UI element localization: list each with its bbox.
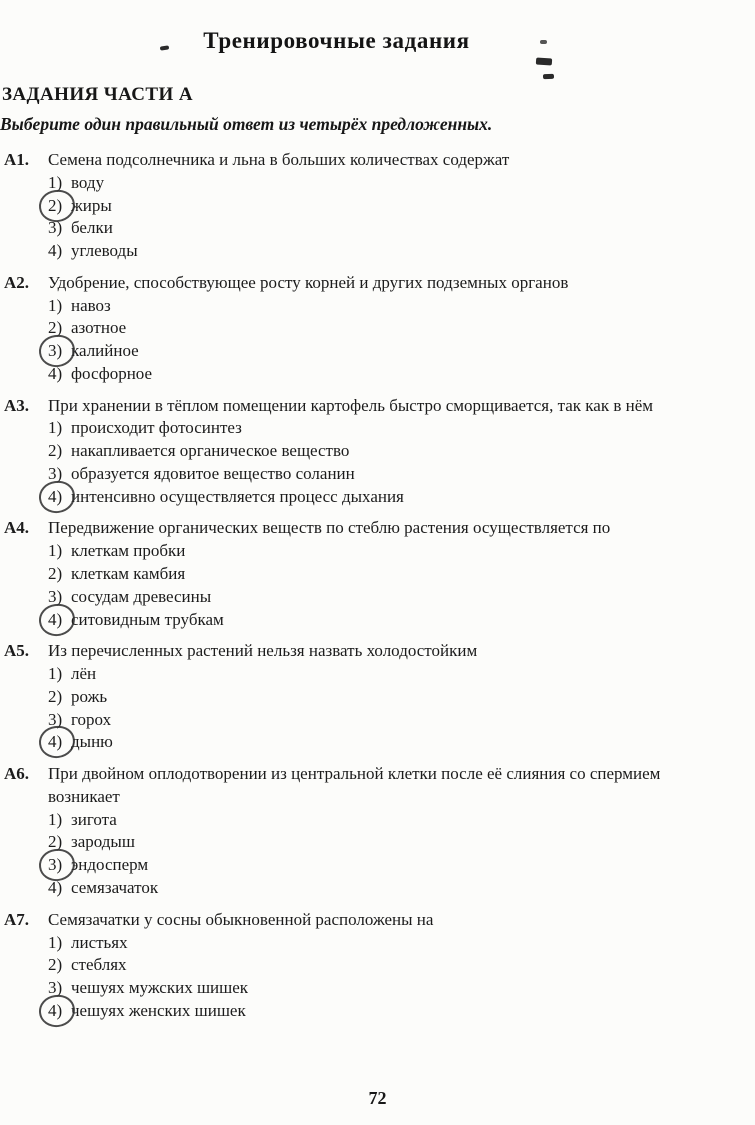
option-text: происходит фотосинтез — [71, 418, 242, 438]
answer-option — [48, 709, 721, 732]
option-number: 3) — [48, 463, 63, 483]
answer-option — [48, 317, 721, 340]
question-block — [4, 395, 727, 509]
option-text: дыню — [71, 732, 113, 752]
question-body — [48, 517, 727, 631]
options-list — [48, 540, 721, 631]
option-text: семязачаток — [71, 877, 159, 897]
option-text: клеткам пробки — [71, 541, 186, 561]
circled-answer-mark: 3) — [48, 340, 66, 363]
option-text: калийное — [71, 341, 139, 361]
question-block — [4, 149, 727, 263]
answer-option — [48, 609, 721, 632]
question-label: А1. — [4, 150, 30, 169]
page-number: 72 — [368, 1088, 387, 1108]
answer-option — [48, 877, 721, 900]
question-block — [4, 909, 727, 1023]
option-number: 1) — [48, 295, 63, 315]
question-label: А7. — [4, 909, 30, 929]
answer-option — [48, 440, 721, 463]
option-text: азотное — [71, 318, 127, 338]
question-block — [4, 763, 727, 900]
options-list — [48, 809, 721, 900]
option-number: 2) — [48, 955, 63, 975]
question-block — [4, 640, 727, 754]
questions-list — [4, 149, 727, 1023]
option-text: фосфорное — [71, 363, 153, 383]
question-body — [48, 395, 727, 509]
circled-answer-mark: 4) — [48, 609, 66, 632]
option-number: 4) — [48, 363, 63, 383]
question-text: Семязачатки у сосны обыкновенной расположены на — [48, 909, 434, 929]
options-list — [48, 417, 721, 508]
question-text: Передвижение органических веществ по стеблю растения осуществляется по — [48, 518, 611, 538]
option-number: 4) — [48, 241, 63, 261]
option-number: 1) — [48, 809, 63, 829]
option-number: 1) — [48, 932, 63, 952]
option-text: чешуях женских шишек — [71, 1000, 246, 1020]
option-number: 2) — [48, 686, 63, 706]
option-number: 2) — [48, 832, 63, 852]
question-body — [48, 272, 727, 386]
option-number: 3) — [48, 709, 63, 729]
option-number: 1) — [48, 664, 63, 684]
answer-option — [48, 1000, 721, 1023]
question-label: А3. — [4, 395, 30, 415]
option-number: 3) — [48, 218, 63, 238]
option-text: эндосперм — [71, 855, 149, 875]
question-label: А5. — [4, 641, 30, 661]
question-body — [48, 763, 727, 900]
option-number: 2) — [48, 441, 63, 461]
circled-answer-mark: 4) — [48, 1000, 66, 1023]
scan-artifact — [536, 57, 552, 65]
option-number: 1) — [48, 418, 63, 438]
section-heading: ЗАДАНИЯ ЧАСТИ А — [2, 84, 193, 105]
circled-answer-mark: 4) — [48, 731, 66, 754]
option-text: накапливается органическое вещество — [71, 441, 350, 461]
scan-artifact — [540, 40, 547, 44]
answer-option — [48, 586, 721, 609]
option-text: чешуях мужских шишек — [71, 978, 249, 998]
answer-option — [48, 295, 721, 318]
instruction-text: Выберите один правильный ответ из четырёх предложенных. — [0, 114, 493, 134]
option-text: листьях — [71, 932, 128, 952]
question-label: А6. — [4, 764, 30, 784]
question-text: Удобрение, способствующее росту корней и других подземных органов — [48, 272, 569, 292]
option-number: 1) — [48, 541, 63, 561]
answer-option — [48, 240, 721, 263]
option-number: 2) — [48, 318, 63, 338]
option-text: навоз — [71, 295, 111, 315]
answer-option — [48, 195, 721, 218]
answer-option — [48, 540, 721, 563]
scan-artifact — [543, 74, 554, 80]
answer-option — [48, 731, 721, 754]
question-body — [48, 909, 727, 1023]
option-text: жиры — [71, 195, 112, 215]
answer-option — [48, 340, 721, 363]
options-list — [48, 663, 721, 754]
option-text: клеткам камбия — [71, 564, 186, 584]
option-text: воду — [71, 172, 105, 192]
question-body — [48, 149, 727, 263]
question-text: При двойном оплодотворении из центральной клетки после её слияния со спермием возникает — [48, 764, 661, 806]
option-text: ситовидным трубкам — [71, 609, 224, 629]
question-text: Семена подсолнечника и льна в больших количествах содержат — [48, 150, 510, 169]
option-number: 1) — [48, 172, 63, 192]
answer-option — [48, 563, 721, 586]
answer-option — [48, 932, 721, 955]
answer-option — [48, 854, 721, 877]
circled-answer-mark: 2) — [48, 195, 66, 218]
option-number: 2) — [48, 564, 63, 584]
option-text: сосудам древесины — [71, 586, 212, 606]
option-text: белки — [71, 218, 113, 238]
answer-option — [48, 363, 721, 386]
answer-option — [48, 486, 721, 509]
answer-option — [48, 417, 721, 440]
answer-option — [48, 831, 721, 854]
question-label: А2. — [4, 272, 30, 292]
option-text: лён — [71, 664, 97, 684]
option-number: 3) — [48, 978, 63, 998]
option-number: 3) — [48, 586, 63, 606]
option-text: рожь — [71, 686, 108, 706]
answer-option — [48, 463, 721, 486]
options-list — [48, 172, 721, 263]
answer-option — [48, 686, 721, 709]
page-title: Тренировочные задания — [203, 28, 470, 53]
answer-option — [48, 663, 721, 686]
question-block — [4, 272, 727, 386]
answer-option — [48, 217, 721, 240]
options-list — [48, 932, 721, 1023]
question-text: При хранении в тёплом помещении картофель быстро сморщивается, так как в нём — [48, 395, 654, 415]
circled-answer-mark: 4) — [48, 486, 66, 509]
option-number: 4) — [48, 877, 63, 897]
question-text: Из перечисленных растений нельзя назвать холодостойким — [48, 641, 478, 661]
circled-answer-mark: 3) — [48, 854, 66, 877]
option-text: интенсивно осуществляется процесс дыхания — [71, 486, 404, 506]
option-text: образуется ядовитое вещество соланин — [71, 463, 355, 483]
answer-option — [48, 809, 721, 832]
option-text: зигота — [71, 809, 117, 829]
question-label: А4. — [4, 518, 30, 538]
answer-option — [48, 954, 721, 977]
question-body — [48, 640, 727, 754]
answer-option — [48, 977, 721, 1000]
option-text: стеблях — [71, 955, 127, 975]
answer-option — [48, 172, 721, 195]
options-list — [48, 295, 721, 386]
question-block — [4, 517, 727, 631]
option-text: горох — [71, 709, 112, 729]
option-text: зародыш — [71, 832, 135, 852]
option-text: углеводы — [71, 241, 138, 261]
